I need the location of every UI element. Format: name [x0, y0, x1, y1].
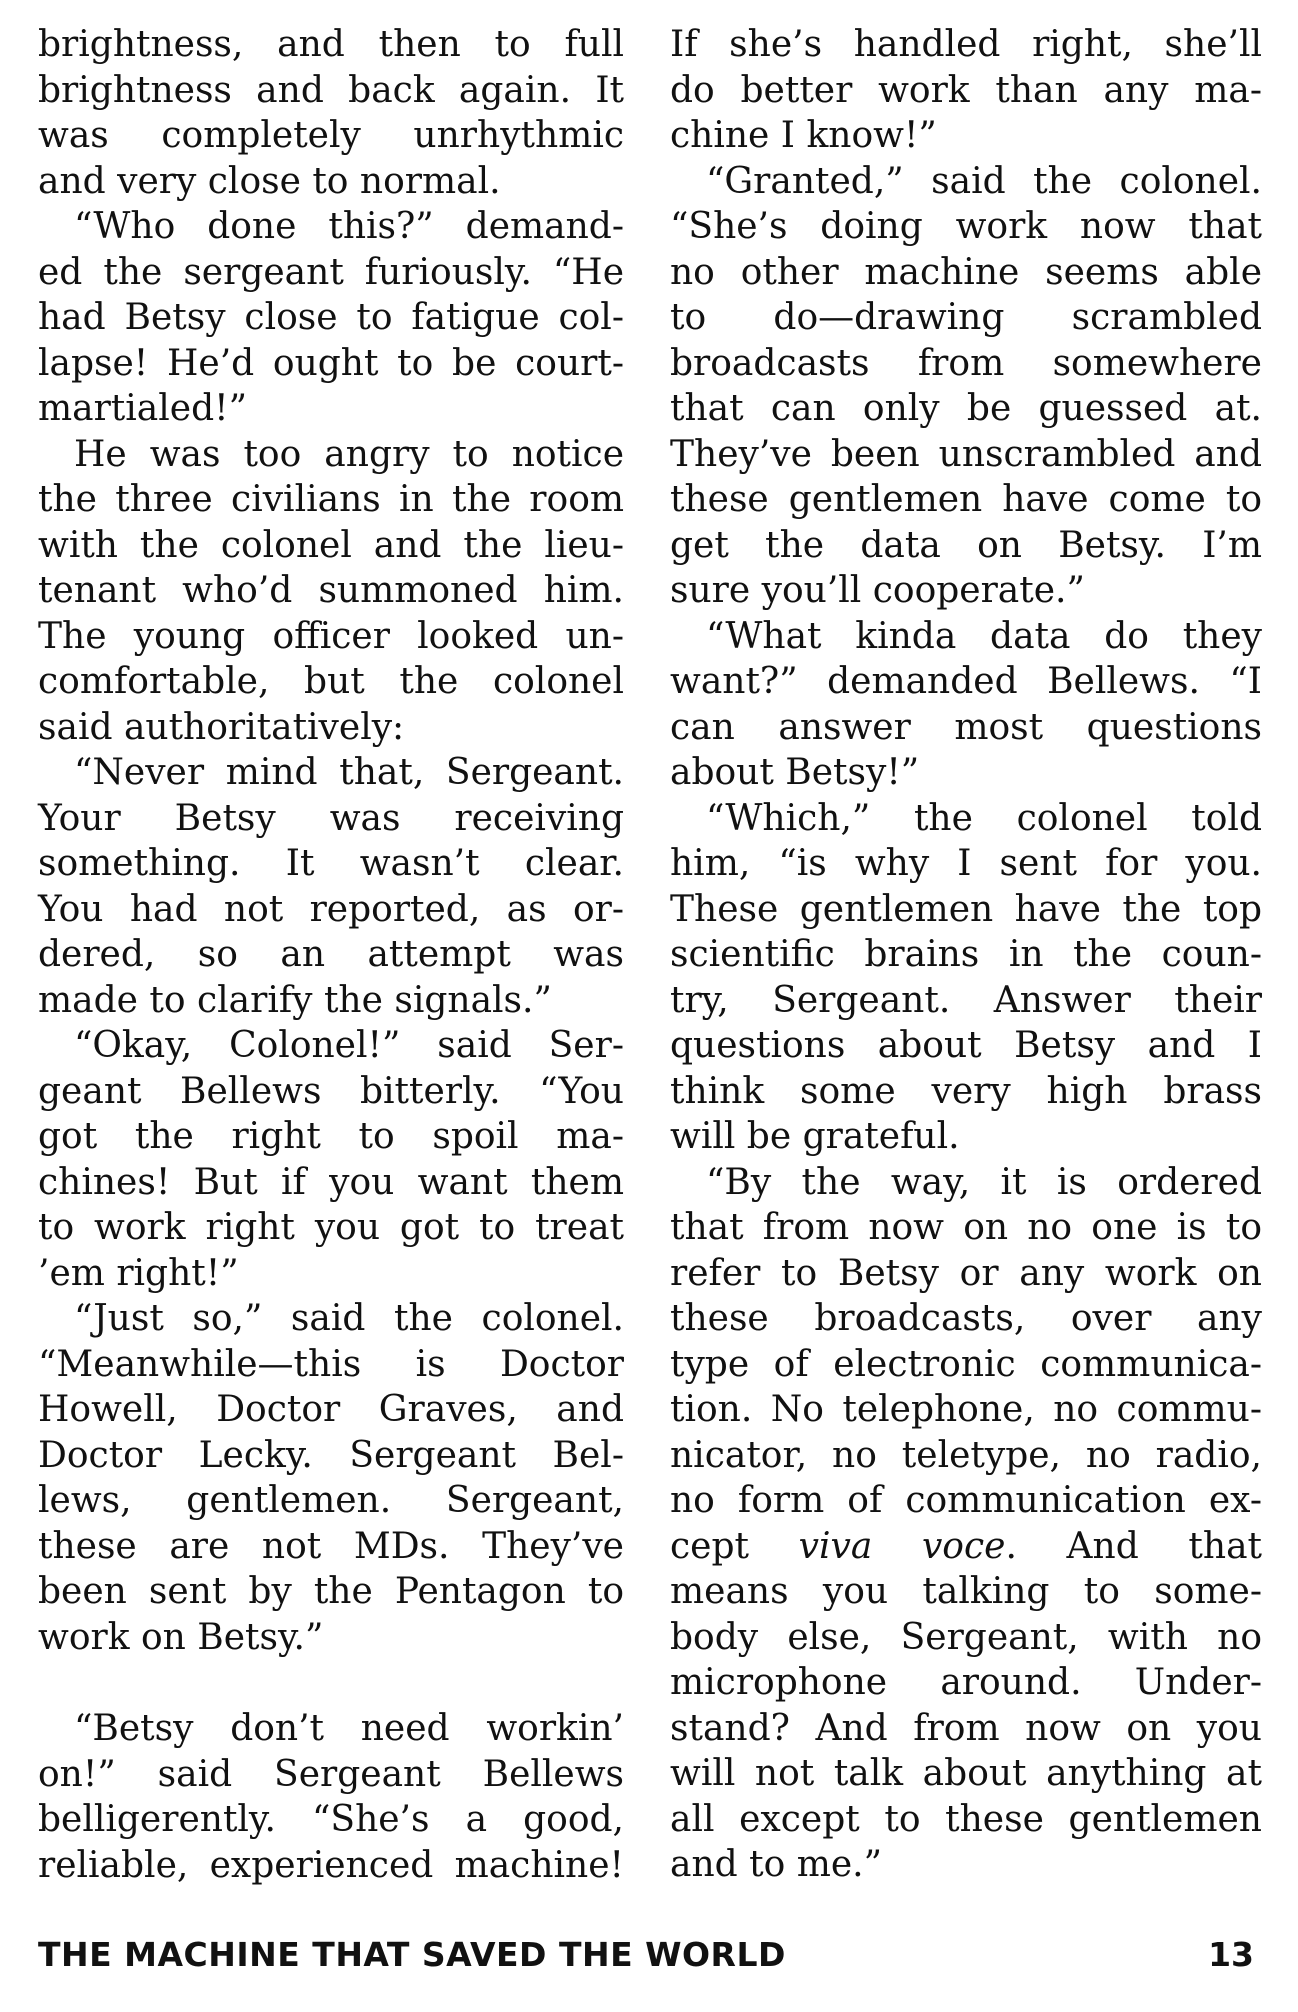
text-line: “Never mind that, Sergeant. [74, 752, 624, 793]
text-line: been sent by the Pentagon to [38, 1571, 624, 1612]
text-line: was completely unrhythmic [38, 115, 624, 156]
text-line: no other machine seems able [670, 251, 1262, 293]
text-line: The young officer looked un- [38, 615, 624, 657]
text-line: sure you’ll cooperate.” [670, 570, 1085, 611]
text-line: They’ve been unscrambled and [670, 433, 1262, 475]
text-line: cept viva voce. And that [670, 1525, 1263, 1567]
text-line: tion. No telephone, no commu- [670, 1389, 1262, 1430]
text-line: nicator, no teletype, no radio, [670, 1434, 1262, 1476]
text-line: these are not MDs. They’ve [38, 1525, 624, 1567]
text-line: to do—drawing scrambled [670, 297, 1262, 338]
text-line: said authoritatively: [38, 706, 405, 748]
text-line: lapse! He’d ought to be court- [38, 342, 624, 384]
text-line: “Okay, Colonel!” said Ser- [74, 1025, 624, 1066]
text-line: ’em right!” [38, 1252, 239, 1294]
text-line: all except to these gentlemen [670, 1798, 1262, 1840]
text-line: and to me.” [670, 1844, 883, 1885]
text-line: the three civilians in the room [38, 479, 624, 520]
text-line: that can only be guessed at. [670, 388, 1262, 429]
italic-phrase: viva voce [798, 1525, 1006, 1567]
text-line: him, “is why I sent for you. [670, 843, 1262, 884]
text-line: microphone around. Under- [670, 1662, 1262, 1703]
text-line: “Just so,” said the colonel. [74, 1298, 624, 1339]
text-line: had Betsy close to fatigue col- [38, 297, 624, 338]
text-line: brightness and back again. It [38, 69, 624, 111]
left-text-column [38, 22, 624, 1888]
text-line: that from now on no one is to [670, 1207, 1262, 1248]
text-line: broadcasts from somewhere [670, 342, 1262, 384]
text-line: comfortable, but the colonel [38, 661, 624, 702]
text-line: “Betsy don’t need workin’ [74, 1708, 624, 1749]
text-line: think some very high brass [670, 1070, 1262, 1112]
text-line: You had not reported, as or- [38, 888, 624, 930]
text-line: chine I know!” [670, 115, 937, 156]
running-title: THE MACHINE THAT SAVED THE WORLD [38, 1935, 786, 1974]
text-line: body else, Sergeant, with no [670, 1616, 1262, 1658]
text-line [38, 1660, 624, 1706]
text-line: martialed!” [38, 388, 247, 429]
text-line: geant Bellews bitterly. “You [38, 1070, 624, 1112]
text-line: “By the way, it is ordered [706, 1161, 1262, 1203]
text-line: can answer most questions [670, 706, 1262, 748]
text-line: to work right you got to treat [38, 1207, 624, 1248]
text-line: will be grateful. [670, 1116, 960, 1157]
text-line: Doctor Lecky. Sergeant Bel- [38, 1434, 624, 1476]
text-line: get the data on Betsy. I’m [670, 524, 1262, 566]
text-line: type of electronic communica- [670, 1343, 1262, 1385]
text-line: “Which,” the colonel told [706, 797, 1262, 839]
text-line: got the right to spoil ma- [38, 1116, 624, 1157]
text-line: work on Betsy.” [38, 1616, 324, 1658]
text-line: These gentlemen have the top [670, 888, 1262, 930]
text-line: “She’s doing work now that [670, 206, 1262, 247]
text-line: He was too angry to notice [74, 433, 624, 475]
right-text-column [670, 22, 1262, 1888]
text-line: do better work than any ma- [670, 69, 1262, 111]
page-number: 13 [1208, 1935, 1254, 1974]
text-line: “Granted,” said the colonel. [706, 160, 1262, 202]
text-line: and very close to normal. [38, 160, 501, 202]
text-line: with the colonel and the lieu- [38, 524, 624, 566]
text-line: questions about Betsy and I [670, 1025, 1262, 1066]
text-line: these gentlemen have come to [670, 479, 1262, 520]
text-line: will not talk about anything at [670, 1753, 1262, 1794]
text-line: ed the sergeant furiously. “He [38, 251, 624, 293]
text-line: reliable, experienced machine! [38, 1844, 624, 1886]
text-line: on!” said Sergeant Bellews [38, 1753, 624, 1795]
text-line: want?” demanded Bellews. “I [670, 661, 1262, 702]
text-line: means you talking to some- [670, 1571, 1262, 1612]
text-line: about Betsy!” [670, 752, 920, 793]
text-line: no form of communication ex- [670, 1480, 1262, 1521]
text-line: If she’s handled right, she’ll [670, 24, 1262, 65]
text-line: dered, so an attempt was [38, 934, 624, 975]
text-line: Howell, Doctor Graves, and [38, 1389, 624, 1430]
text-line: “Meanwhile—this is Doctor [38, 1343, 624, 1385]
text-line: made to clarify the signals.” [38, 979, 552, 1021]
text-line: refer to Betsy or any work on [670, 1252, 1262, 1294]
text-line: tenant who’d summoned him. [38, 570, 624, 611]
page-footer [38, 1935, 1262, 1985]
text-line: scientific brains in the coun- [670, 934, 1262, 975]
text-line: belligerently. “She’s a good, [38, 1799, 624, 1840]
text-line: “Who done this?” demand- [74, 206, 624, 247]
text-line: lews, gentlemen. Sergeant, [38, 1480, 624, 1521]
text-line: “What kinda data do they [706, 615, 1262, 657]
text-line: try, Sergeant. Answer their [670, 979, 1262, 1021]
text-line: stand? And from now on you [670, 1707, 1262, 1749]
text-line: chines! But if you want them [38, 1161, 624, 1203]
text-line: something. It wasn’t clear. [38, 843, 624, 884]
text-line: these broadcasts, over any [670, 1298, 1262, 1339]
text-line: brightness, and then to full [38, 24, 624, 65]
text-line: Your Betsy was receiving [38, 797, 624, 839]
